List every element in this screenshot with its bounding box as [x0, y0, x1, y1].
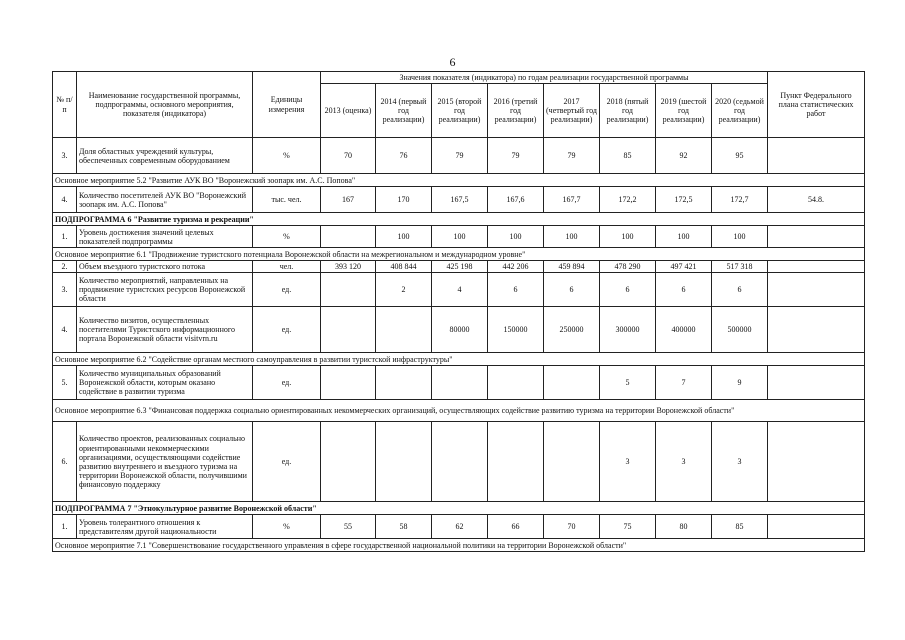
value-cell: 85 — [712, 515, 768, 539]
table-row — [53, 226, 865, 248]
value-cell — [544, 366, 600, 400]
indicator-name: Доля областных учреждений культуры, обеспеченных современным оборудованием — [77, 138, 253, 174]
unit-cell: ед. — [253, 273, 321, 307]
header-year: 2015 (второй год реализации) — [432, 84, 488, 138]
table-row — [53, 187, 865, 213]
value-cell: 3 — [600, 422, 656, 502]
unit-cell: % — [253, 515, 321, 539]
section-title: Основное мероприятие 7.1 "Совершенствование государственного управления в сфере государственной национальной политики на территории Воронежской области" — [53, 539, 865, 552]
header-year: 2014 (первый год реализации) — [376, 84, 432, 138]
table-row — [53, 515, 865, 539]
value-cell: 172,2 — [600, 187, 656, 213]
value-cell: 100 — [544, 226, 600, 248]
value-cell: 167,5 — [432, 187, 488, 213]
unit-cell: ед. — [253, 366, 321, 400]
value-cell: 9 — [712, 366, 768, 400]
value-cell: 4 — [432, 273, 488, 307]
header-units: Единицы измерения — [253, 72, 321, 138]
header-year: 2016 (третий год реализации) — [488, 84, 544, 138]
value-cell — [321, 366, 376, 400]
table-row — [53, 273, 865, 307]
value-cell: 167 — [321, 187, 376, 213]
value-cell: 70 — [544, 515, 600, 539]
value-cell: 100 — [600, 226, 656, 248]
value-cell: 5 — [600, 366, 656, 400]
section-row — [53, 248, 865, 261]
value-cell: 95 — [712, 138, 768, 174]
row-number: 4. — [53, 187, 77, 213]
indicator-name: Уровень достижения значений целевых показателей подпрограммы — [77, 226, 253, 248]
value-cell — [488, 366, 544, 400]
value-cell: 393 120 — [321, 261, 376, 273]
plan-cell — [768, 226, 865, 248]
value-cell: 79 — [544, 138, 600, 174]
value-cell: 167,6 — [488, 187, 544, 213]
value-cell: 70 — [321, 138, 376, 174]
section-row — [53, 174, 865, 187]
value-cell: 2 — [376, 273, 432, 307]
value-cell — [544, 422, 600, 502]
section-title: Основное мероприятие 6.2 "Содействие органам местного самоуправления в развитии туристской инфраструктуры" — [53, 353, 865, 366]
value-cell: 300000 — [600, 307, 656, 353]
value-cell: 55 — [321, 515, 376, 539]
indicators-table — [52, 71, 865, 552]
value-cell — [432, 366, 488, 400]
header-num: № п/п — [53, 72, 77, 138]
value-cell — [432, 422, 488, 502]
indicator-name: Объем въездного туристского потока — [77, 261, 253, 273]
value-cell: 79 — [432, 138, 488, 174]
table-row — [53, 138, 865, 174]
table-row — [53, 422, 865, 502]
value-cell: 167,7 — [544, 187, 600, 213]
plan-cell: 54.8. — [768, 187, 865, 213]
row-number: 3. — [53, 138, 77, 174]
value-cell: 80000 — [432, 307, 488, 353]
value-cell: 62 — [432, 515, 488, 539]
header-name: Наименование государственной программы, подпрограммы, основного мероприятия, показателя (индикатора) — [77, 72, 253, 138]
subprogram-title: ПОДПРОГРАММА 7 "Этнокультурное развитие Воронежской области" — [53, 502, 865, 515]
value-cell: 3 — [712, 422, 768, 502]
section-title: Основное мероприятие 6.1 "Продвижение туристского потенциала Воронежской области на межрегиональном и международном уровне" — [53, 248, 865, 261]
indicator-name: Количество проектов, реализованных социально ориентированными некоммерческими организациями, осуществляющими содействие развитию внутреннего и въездного туризма на территории Воронежской области, получившими финансовую поддержку — [77, 422, 253, 502]
table-row — [53, 307, 865, 353]
row-number: 4. — [53, 307, 77, 353]
value-cell: 6 — [488, 273, 544, 307]
value-cell: 172,5 — [656, 187, 712, 213]
indicator-name: Количество визитов, осуществленных посетителями Туристского информационного портала Воронежской области visitvrn.ru — [77, 307, 253, 353]
header-year: 2020 (седьмой год реализации) — [712, 84, 768, 138]
unit-cell: тыс. чел. — [253, 187, 321, 213]
value-cell: 6 — [600, 273, 656, 307]
value-cell: 66 — [488, 515, 544, 539]
value-cell — [321, 307, 376, 353]
value-cell: 100 — [432, 226, 488, 248]
value-cell — [321, 226, 376, 248]
plan-cell — [768, 307, 865, 353]
value-cell: 517 318 — [712, 261, 768, 273]
section-row — [53, 400, 865, 422]
plan-cell — [768, 273, 865, 307]
subprogram-row — [53, 502, 865, 515]
value-cell: 250000 — [544, 307, 600, 353]
row-number: 2. — [53, 261, 77, 273]
row-number: 1. — [53, 515, 77, 539]
value-cell — [376, 366, 432, 400]
value-cell: 75 — [600, 515, 656, 539]
value-cell: 80 — [656, 515, 712, 539]
table-row — [53, 366, 865, 400]
value-cell — [321, 422, 376, 502]
value-cell: 459 894 — [544, 261, 600, 273]
unit-cell: % — [253, 226, 321, 248]
value-cell: 85 — [600, 138, 656, 174]
header-year: 2018 (пятый год реализации) — [600, 84, 656, 138]
page-number: 6 — [449, 55, 456, 69]
indicator-name: Количество мероприятий, направленных на продвижение туристских ресурсов Воронежской области — [77, 273, 253, 307]
plan-cell — [768, 366, 865, 400]
section-row — [53, 353, 865, 366]
plan-cell — [768, 138, 865, 174]
table-body — [53, 138, 865, 552]
indicator-name: Уровень толерантного отношения к представителям другой национальности — [77, 515, 253, 539]
value-cell — [321, 273, 376, 307]
header-year: 2019 (шестой год реализации) — [656, 84, 712, 138]
plan-cell — [768, 515, 865, 539]
value-cell: 6 — [712, 273, 768, 307]
value-cell: 100 — [656, 226, 712, 248]
unit-cell: ед. — [253, 422, 321, 502]
section-row — [53, 539, 865, 552]
value-cell — [488, 422, 544, 502]
unit-cell: % — [253, 138, 321, 174]
row-number: 3. — [53, 273, 77, 307]
value-cell: 79 — [488, 138, 544, 174]
value-cell: 442 206 — [488, 261, 544, 273]
value-cell: 100 — [712, 226, 768, 248]
value-cell: 425 198 — [432, 261, 488, 273]
value-cell: 92 — [656, 138, 712, 174]
value-cell: 6 — [656, 273, 712, 307]
value-cell: 100 — [376, 226, 432, 248]
subprogram-row — [53, 213, 865, 226]
header-plan: Пункт Федерального плана статистических работ — [768, 72, 865, 138]
value-cell — [376, 422, 432, 502]
indicator-name: Количество посетителей АУК ВО "Воронежский зоопарк им. А.С. Попова" — [77, 187, 253, 213]
value-cell: 6 — [544, 273, 600, 307]
subprogram-title: ПОДПРОГРАММА 6 "Развитие туризма и рекреации" — [53, 213, 865, 226]
value-cell: 497 421 — [656, 261, 712, 273]
header-values-group: Значения показателя (индикатора) по годам реализации государственной программы — [321, 72, 768, 84]
unit-cell: чел. — [253, 261, 321, 273]
value-cell: 170 — [376, 187, 432, 213]
value-cell: 500000 — [712, 307, 768, 353]
value-cell: 478 290 — [600, 261, 656, 273]
value-cell: 100 — [488, 226, 544, 248]
header-year: 2013 (оценка) — [321, 84, 376, 138]
value-cell — [376, 307, 432, 353]
row-number: 1. — [53, 226, 77, 248]
table-row — [53, 261, 865, 273]
value-cell: 3 — [656, 422, 712, 502]
header-year: 2017 (четвертый год реализации) — [544, 84, 600, 138]
section-title: Основное мероприятие 6.3 "Финансовая поддержка социально ориентированных некоммерческих организаций, осуществляющих содействие развитию туризма на территории Воронежской области" — [53, 400, 865, 422]
value-cell: 408 844 — [376, 261, 432, 273]
value-cell: 150000 — [488, 307, 544, 353]
value-cell: 58 — [376, 515, 432, 539]
plan-cell — [768, 422, 865, 502]
value-cell: 400000 — [656, 307, 712, 353]
value-cell: 76 — [376, 138, 432, 174]
unit-cell: ед. — [253, 307, 321, 353]
row-number: 6. — [53, 422, 77, 502]
plan-cell — [768, 261, 865, 273]
value-cell: 7 — [656, 366, 712, 400]
row-number: 5. — [53, 366, 77, 400]
indicator-name: Количество муниципальных образований Воронежской области, которым оказано содействие в развитии туризма — [77, 366, 253, 400]
section-title: Основное мероприятие 5.2 "Развитие АУК ВО "Воронежский зоопарк им. А.С. Попова" — [53, 174, 865, 187]
value-cell: 172,7 — [712, 187, 768, 213]
